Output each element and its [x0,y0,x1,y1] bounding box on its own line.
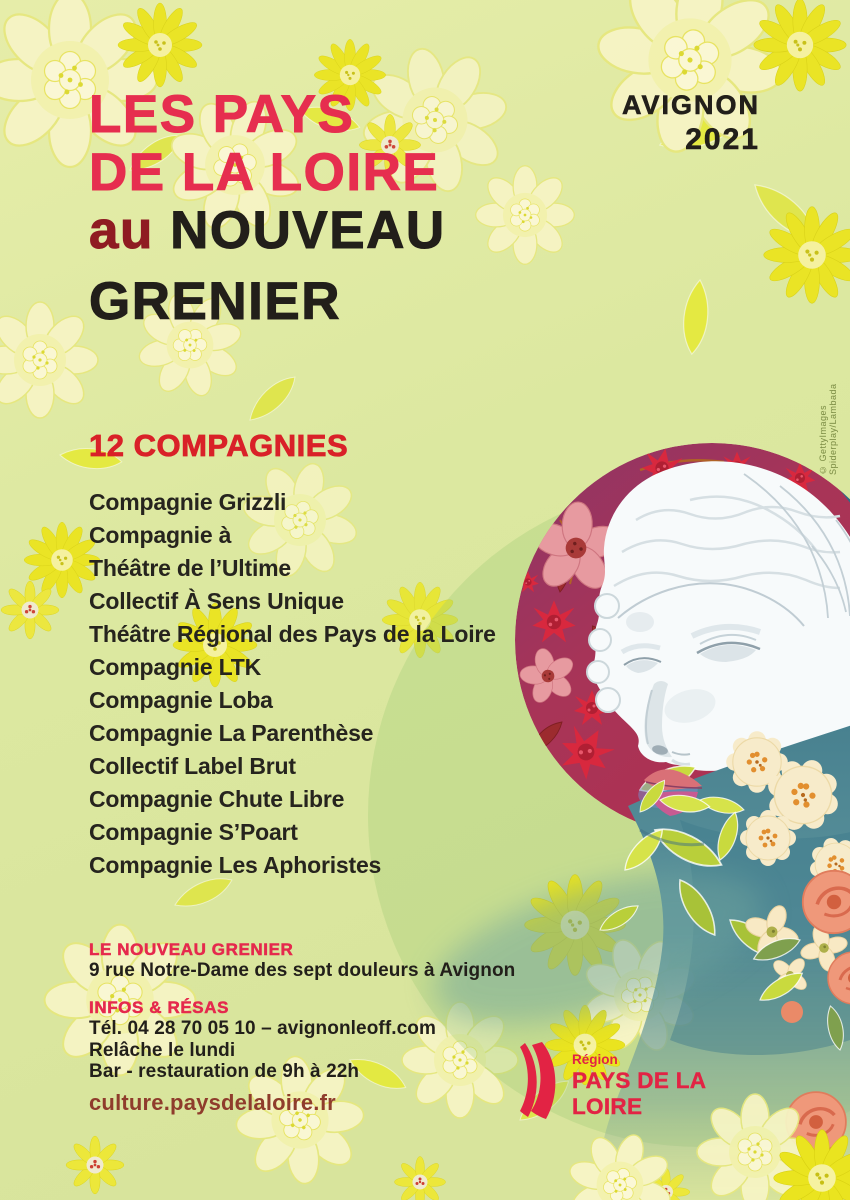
list-item: Théâtre Régional des Pays de la Loire [89,621,496,647]
list-item: Compagnie Loba [89,687,273,713]
list-item: Compagnie La Parenthèse [89,720,374,746]
website-url: culture.paysdelaloire.fr [89,1090,336,1115]
company-list [89,486,496,882]
venue-heading: LE NOUVEAU GRENIER [89,940,294,959]
list-item: Compagnie S’Poart [89,819,298,845]
event-badge [622,90,760,157]
badge-year: 2021 [685,123,760,156]
title-line3: au NOUVEAU [89,201,446,260]
list-item: Collectif À Sens Unique [89,588,344,614]
list-item: Théâtre de l’Ultime [89,555,291,581]
title-line2: DE LA LOIRE [89,143,440,202]
infos-closed: Relâche le lundi [89,1040,236,1061]
list-item: Compagnie Grizzli [89,489,287,515]
infos-heading: INFOS & RÉSAS [89,998,230,1017]
poster-title [89,86,446,331]
logo-region-label: Région [572,1052,618,1067]
title-line3-text [154,201,170,260]
logo-name-label: PAYS DE LA LOIRE [572,1068,706,1119]
title-line4: GRENIER [89,272,341,331]
title-connector: au [89,201,154,260]
region-logo-icon [518,1042,562,1120]
companies-heading: 12 COMPAGNIES [89,428,349,463]
list-item: Compagnie Les Aphoristes [89,852,382,878]
list-item: Compagnie à [89,522,232,548]
region-logo [518,1040,778,1120]
infos-hours: Bar - restauration de 9h à 22h [89,1061,360,1082]
badge-city: AVIGNON [621,90,760,120]
title-line1: LES PAYS [89,85,355,144]
infos-phone: Tél. 04 28 70 05 10 – avignonleoff.com [89,1018,437,1039]
list-item: Compagnie Chute Libre [89,786,345,812]
list-item: Compagnie LTK [89,654,262,680]
photo-credit: © GettyImages Spiderplay/Lambada [818,383,838,475]
list-item: Collectif Label Brut [89,753,296,779]
venue-address: 9 rue Notre-Dame des sept douleurs à Avignon [89,960,516,981]
